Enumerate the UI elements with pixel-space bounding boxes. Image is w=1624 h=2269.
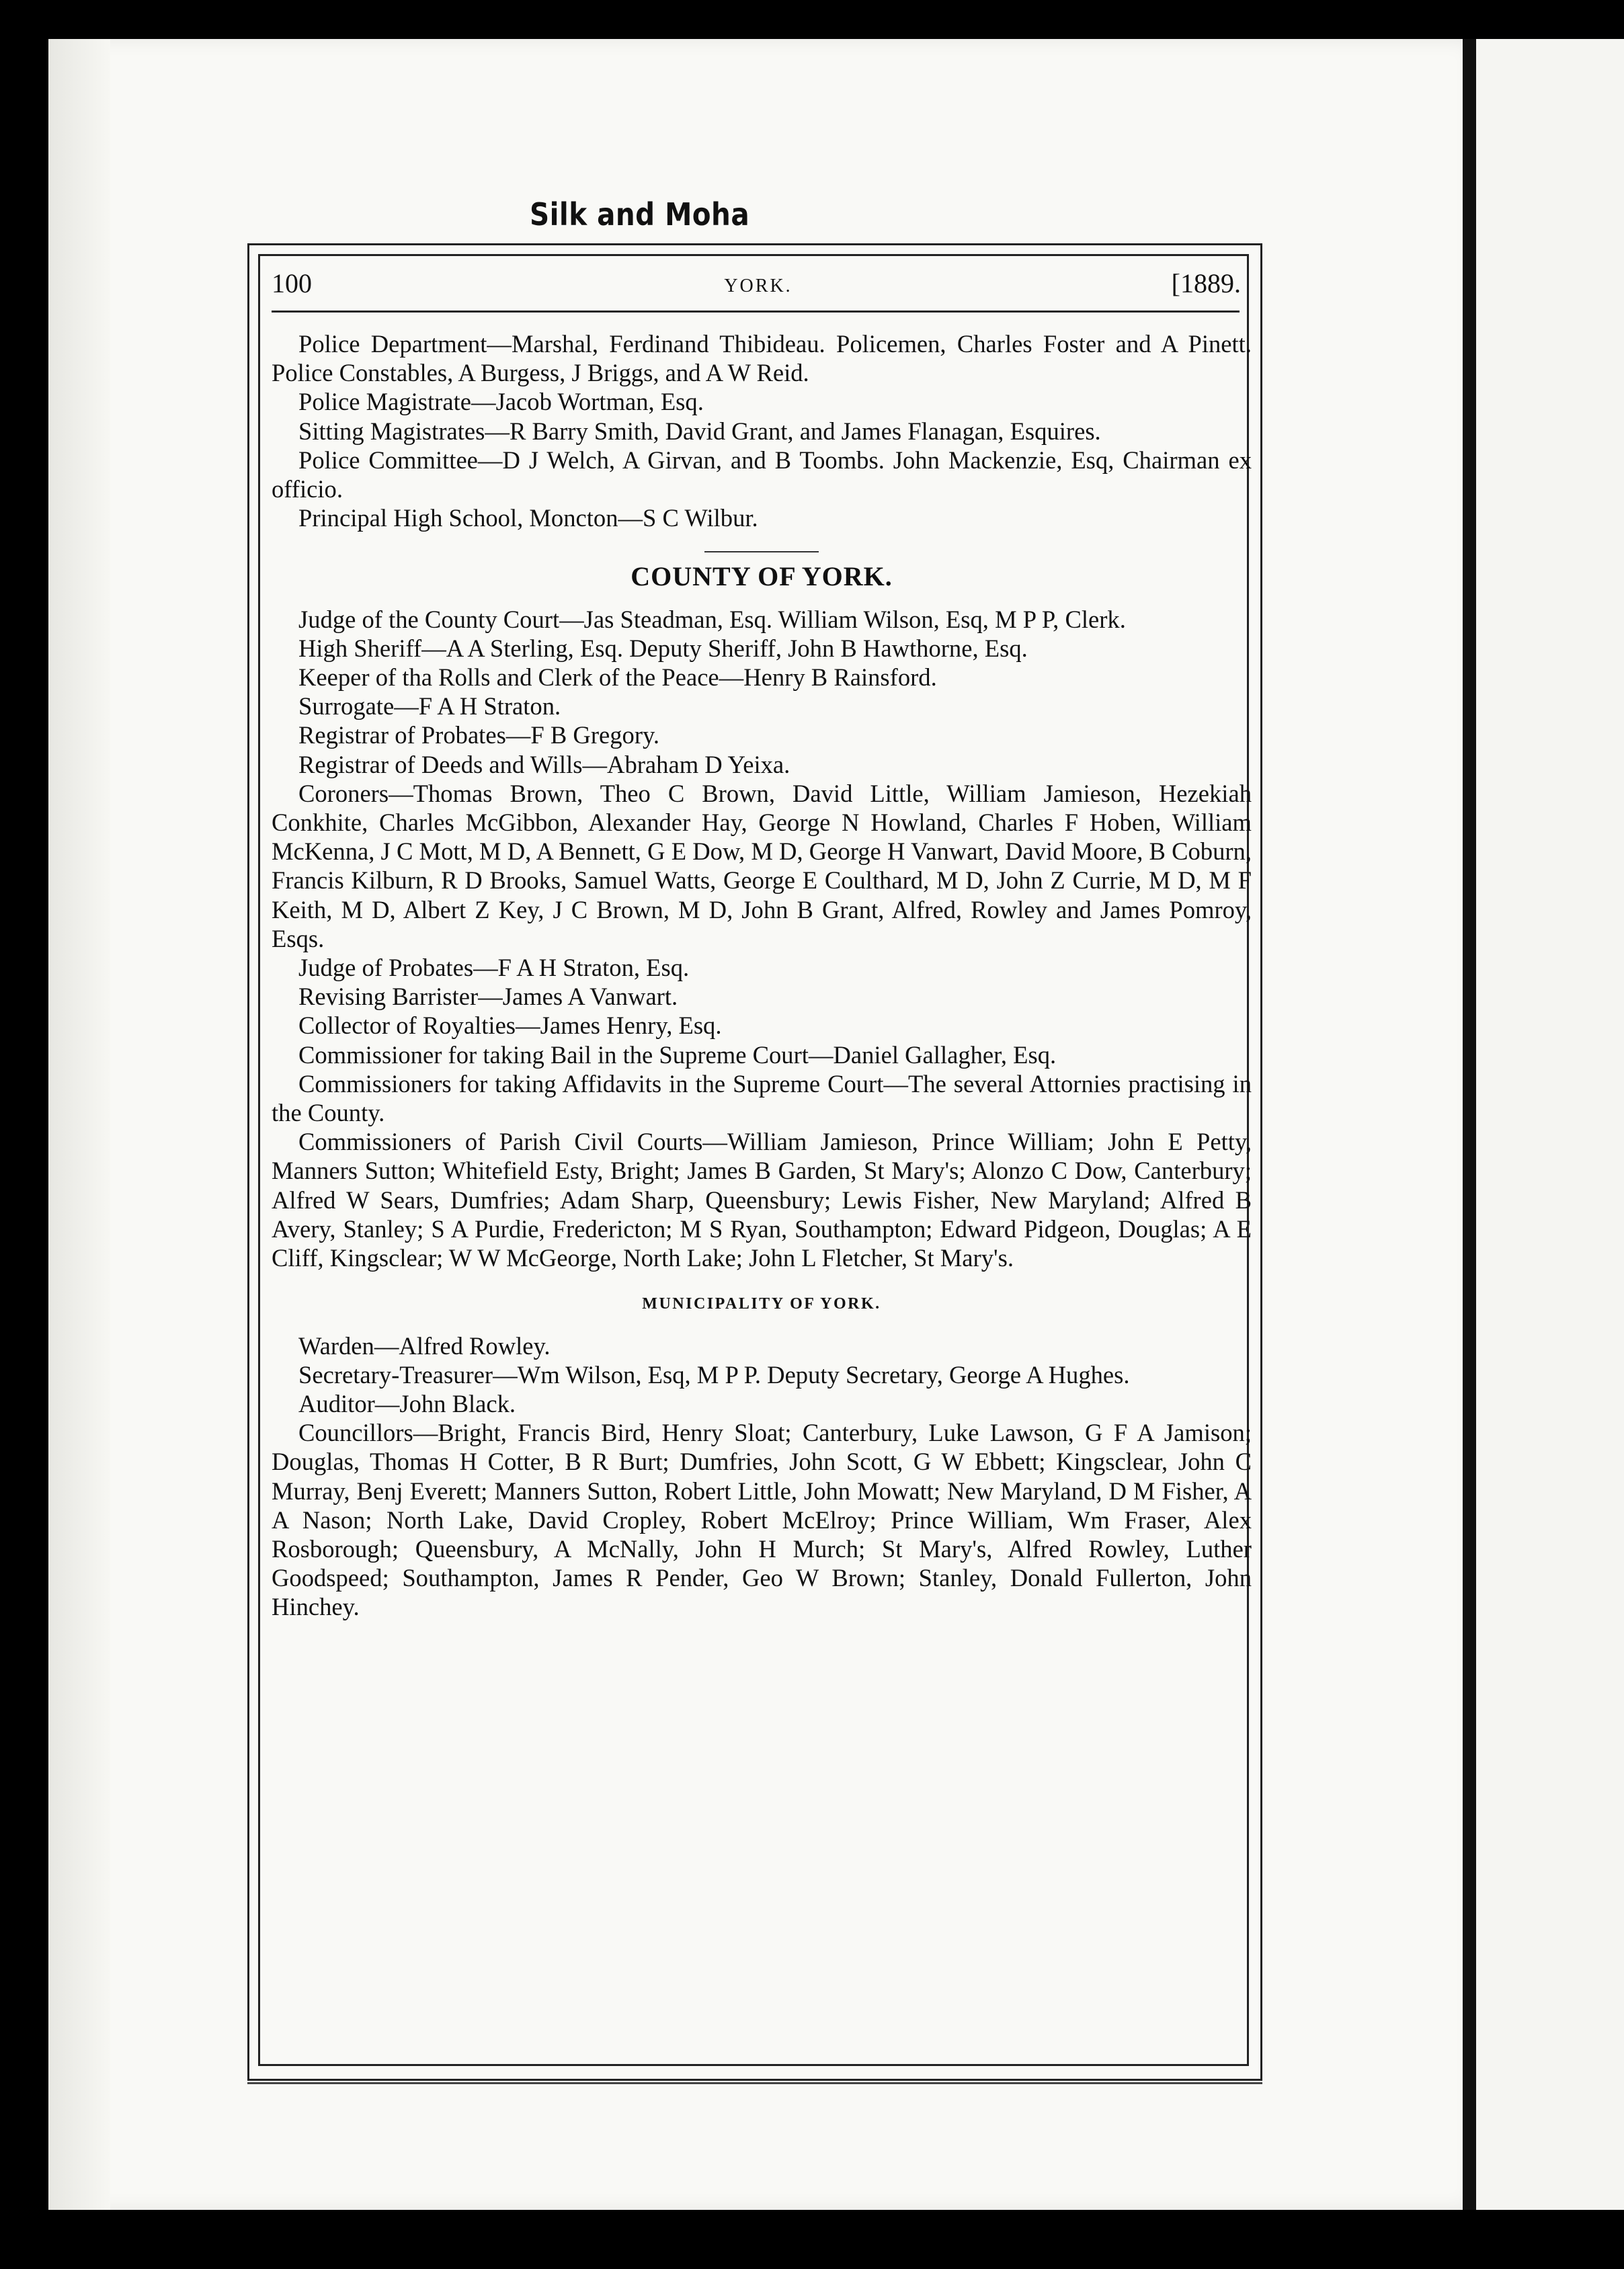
section-divider [704, 551, 819, 552]
page-body [272, 329, 1252, 1622]
running-head-year: [1889. [1171, 268, 1241, 298]
stamp-title: Silk and Moha [530, 196, 750, 233]
page-edge-shadow [48, 39, 110, 2210]
entry-surrogate: Surrogate—F A H Straton. [298, 692, 561, 720]
entry-commissioner-bail: Commissioner for taking Bail in the Supreme Court—Daniel Gallagher, Esq. [298, 1040, 1057, 1069]
running-head-title: YORK. [724, 276, 793, 296]
running-head-rule [272, 311, 1240, 313]
entry-coroners: Coroners—Thomas Brown, Theo C Brown, David Little, William Jamieson, Hezekiah Conkhite, Charles McGibbon, Alexander Hay, George N Howland, Charles F Hoben, William McKenna, J C Mott, M D, A Bennett, G E Dow, M D, George H Vanwart, David Moore, B Coburn, Francis Kilburn, R D Brooks, Samuel Watts, George E Coulthard, M D, John Z Currie, M D, M F Keith, M D, Albert Z Key, J C Brown, M D, John B Grant, Alfred, Rowley and James Pomroy, Esqs. [272, 779, 1252, 952]
entry-revising-barrister: Revising Barrister—James A Vanwart. [298, 983, 678, 1011]
entry-police-department: Police Department—Marshal, Ferdinand Thibideau. Policemen, Charles Foster and A Pinett. Police Constables, A Burgess, J Briggs, and A W Reid. [272, 330, 1252, 387]
section-heading-municipality: MUNICIPALITY OF YORK. [642, 1295, 881, 1313]
entry-auditor: Auditor—John Black. [298, 1389, 516, 1417]
entry-keeper-of-rolls: Keeper of tha Rolls and Clerk of the Peace—Henry B Rainsford. [298, 663, 937, 692]
entry-registrar-deeds: Registrar of Deeds and Wills—Abraham D Yeixa. [298, 750, 790, 778]
entry-commissioners-affidavits: Commissioners for taking Affidavits in the Supreme Court—The several Attornies practising in the County. [272, 1069, 1252, 1127]
entry-principal-high-school: Principal High School, Moncton—S C Wilbur. [298, 504, 758, 532]
adjacent-page [1476, 39, 1624, 2210]
entry-police-magistrate: Police Magistrate—Jacob Wortman, Esq. [298, 388, 704, 416]
bottom-rule [247, 2082, 1262, 2084]
entry-warden: Warden—Alfred Rowley. [298, 1331, 551, 1360]
entry-judge-probates: Judge of Probates—F A H Straton, Esq. [298, 954, 690, 982]
entry-commissioners-civil-courts: Commissioners of Parish Civil Courts—William Jamieson, Prince William; John E Petty, Manners Sutton; Whitefield Esty, Bright; James B Garden, St Mary's; Alonzo C Dow, Canterbury; Alfred W Sears, Dumfries; Adam Sharp, Queensbury; Lewis Fisher, New Maryland; Alfred B Avery, Stanley; S A Purdie, Fredericton; M S Ryan, Southampton; Edward Pidgeon, Douglas; A E Cliff, Kingsclear; W W McGeorge, North Lake; John L Fletcher, St Mary's. [272, 1128, 1252, 1272]
entry-judge-county-court: Judge of the County Court—Jas Steadman, Esq. William Wilson, Esq, M P P, Clerk. [298, 605, 1126, 633]
gutter-shadow [1463, 39, 1477, 2210]
entry-registrar-probates: Registrar of Probates—F B Gregory. [298, 721, 660, 749]
section-heading-county: COUNTY OF YORK. [631, 561, 893, 592]
entry-collector-royalties: Collector of Royalties—James Henry, Esq. [298, 1012, 722, 1040]
entry-councillors: Councillors—Bright, Francis Bird, Henry Sloat; Canterbury, Luke Lawson, G F A Jamison; Douglas, Thomas H Cotter, B R Burt; Dumfries, John Scott, G W Ebbett; Kingsclear, John C Murray, Benj Everett; Manners Sutton, Robert Little, John Mowatt; New Maryland, D M Fisher, A A Nason; North Lake, David Cropley, Robert McElroy; Prince William, Wm Fraser, Alex Rosborough; Queensbury, A McNally, John H Murch; St Mary's, Alfred Rowley, Luther Goodspeed; Southampton, James R Pender, Geo W Brown; Stanley, Donald Fullerton, John Hinchey. [272, 1419, 1252, 1621]
entry-sitting-magistrates: Sitting Magistrates—R Barry Smith, David Grant, and James Flanagan, Esquires. [298, 417, 1101, 445]
running-head [272, 267, 1245, 308]
entry-police-committee: Police Committee—D J Welch, A Girvan, and B Toombs. John Mackenzie, Esq, Chairman ex officio. [272, 446, 1252, 503]
entry-secretary-treasurer: Secretary-Treasurer—Wm Wilson, Esq, M P P. Deputy Secretary, George A Hughes. [298, 1360, 1130, 1389]
entry-high-sheriff: High Sheriff—A A Sterling, Esq. Deputy Sheriff, John B Hawthorne, Esq. [298, 634, 1028, 662]
page-number: 100 [272, 268, 312, 298]
